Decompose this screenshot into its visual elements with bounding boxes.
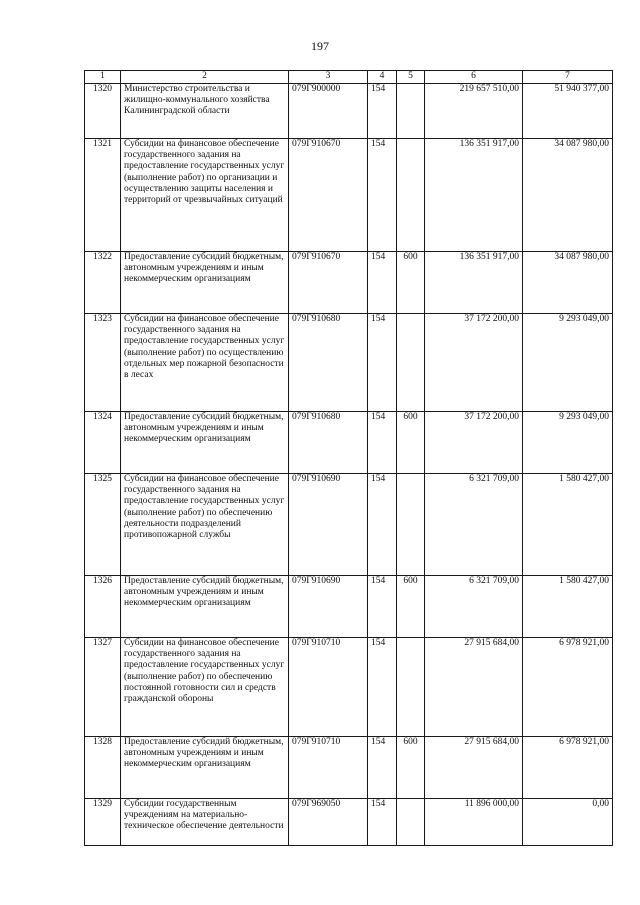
header-cell: 6 xyxy=(425,71,523,84)
row-number: 1324 xyxy=(85,412,121,474)
row-amount-6: 27 915 684,00 xyxy=(425,638,523,737)
table-row xyxy=(85,576,613,638)
row-amount-7: 51 940 377,00 xyxy=(523,84,613,139)
row-amount-7: 0,00 xyxy=(523,799,613,846)
row-number: 1320 xyxy=(85,84,121,139)
row-amount-6: 219 657 510,00 xyxy=(425,84,523,139)
header-row xyxy=(85,71,613,84)
row-section: 154 xyxy=(368,84,397,139)
row-amount-7: 6 978 921,00 xyxy=(523,638,613,737)
budget-table xyxy=(84,70,613,846)
row-code: 079Г910670 xyxy=(289,252,368,314)
row-section: 154 xyxy=(368,638,397,737)
row-number: 1328 xyxy=(85,737,121,799)
row-name: Предоставление субсидий бюджетным, автономным учреждениям и иным некоммерческим организациям xyxy=(121,576,289,638)
row-code: 079Г910680 xyxy=(289,412,368,474)
row-amount-7: 1 580 427,00 xyxy=(523,576,613,638)
header-cell: 3 xyxy=(289,71,368,84)
row-amount-7: 34 087 980,00 xyxy=(523,252,613,314)
row-number: 1325 xyxy=(85,474,121,576)
header-cell: 2 xyxy=(121,71,289,84)
row-section: 154 xyxy=(368,576,397,638)
header-cell: 7 xyxy=(523,71,613,84)
row-name: Субсидии на финансовое обеспечение государственного задания на предоставление государственных услуг (выполнение работ) по осуществлению отдельных мер пожарной безопасности в лесах xyxy=(121,314,289,412)
row-number: 1321 xyxy=(85,139,121,252)
row-section: 154 xyxy=(368,412,397,474)
row-amount-7: 1 580 427,00 xyxy=(523,474,613,576)
row-code: 079Г910680 xyxy=(289,314,368,412)
row-name: Предоставление субсидий бюджетным, автономным учреждениям и иным некоммерческим организациям xyxy=(121,252,289,314)
table-row xyxy=(85,474,613,576)
table-row xyxy=(85,252,613,314)
table-row xyxy=(85,139,613,252)
row-expense-type: 600 xyxy=(397,576,425,638)
row-section: 154 xyxy=(368,252,397,314)
row-code: 079Г910670 xyxy=(289,139,368,252)
row-section: 154 xyxy=(368,737,397,799)
row-name: Предоставление субсидий бюджетным, автономным учреждениям и иным некоммерческим организациям xyxy=(121,737,289,799)
table-row xyxy=(85,412,613,474)
row-expense-type: 600 xyxy=(397,737,425,799)
row-code: 079Г910690 xyxy=(289,474,368,576)
row-amount-6: 6 321 709,00 xyxy=(425,576,523,638)
row-name: Субсидии на финансовое обеспечение государственного задания на предоставление государственных услуг (выполнение работ) по обеспечению постоянной готовности сил и средств гражданской обороны xyxy=(121,638,289,737)
row-expense-type xyxy=(397,638,425,737)
row-name: Предоставление субсидий бюджетным, автономным учреждениям и иным некоммерческим организациям xyxy=(121,412,289,474)
row-section: 154 xyxy=(368,474,397,576)
row-code: 079Г900000 xyxy=(289,84,368,139)
row-amount-6: 136 351 917,00 xyxy=(425,139,523,252)
row-name: Субсидии государственным учреждениям на материально-техническое обеспечение деятельности xyxy=(121,799,289,846)
row-number: 1329 xyxy=(85,799,121,846)
row-expense-type xyxy=(397,799,425,846)
row-expense-type: 600 xyxy=(397,412,425,474)
row-amount-7: 9 293 049,00 xyxy=(523,412,613,474)
row-section: 154 xyxy=(368,139,397,252)
row-amount-6: 6 321 709,00 xyxy=(425,474,523,576)
row-number: 1323 xyxy=(85,314,121,412)
row-expense-type xyxy=(397,139,425,252)
row-amount-6: 27 915 684,00 xyxy=(425,737,523,799)
row-amount-6: 37 172 200,00 xyxy=(425,314,523,412)
row-expense-type: 600 xyxy=(397,252,425,314)
table-row xyxy=(85,84,613,139)
row-amount-7: 9 293 049,00 xyxy=(523,314,613,412)
row-name: Субсидии на финансовое обеспечение государственного задания на предоставление государственных услуг (выполнение работ) по организации и осуществлению защиты населения и территорий от чрезвычайных ситуаций xyxy=(121,139,289,252)
table-row xyxy=(85,737,613,799)
row-expense-type xyxy=(397,314,425,412)
header-cell: 5 xyxy=(397,71,425,84)
table-row xyxy=(85,314,613,412)
row-name: Министерство строительства и жилищно-коммунального хозяйства Калининградской области xyxy=(121,84,289,139)
row-amount-6: 37 172 200,00 xyxy=(425,412,523,474)
row-code: 079Г910690 xyxy=(289,576,368,638)
header-cell: 4 xyxy=(368,71,397,84)
table-row xyxy=(85,799,613,846)
table-row xyxy=(85,638,613,737)
row-section: 154 xyxy=(368,314,397,412)
row-number: 1327 xyxy=(85,638,121,737)
row-number: 1326 xyxy=(85,576,121,638)
row-code: 079Г910710 xyxy=(289,638,368,737)
row-number: 1322 xyxy=(85,252,121,314)
row-name: Субсидии на финансовое обеспечение государственного задания на предоставление государственных услуг (выполнение работ) по обеспечению деятельности подразделений противопожарной службы xyxy=(121,474,289,576)
row-amount-6: 11 896 000,00 xyxy=(425,799,523,846)
row-amount-6: 136 351 917,00 xyxy=(425,252,523,314)
row-code: 079Г969050 xyxy=(289,799,368,846)
row-section: 154 xyxy=(368,799,397,846)
row-code: 079Г910710 xyxy=(289,737,368,799)
header-cell: 1 xyxy=(85,71,121,84)
page-number: 197 xyxy=(311,39,329,53)
row-amount-7: 6 978 921,00 xyxy=(523,737,613,799)
row-amount-7: 34 087 980,00 xyxy=(523,139,613,252)
row-expense-type xyxy=(397,474,425,576)
row-expense-type xyxy=(397,84,425,139)
